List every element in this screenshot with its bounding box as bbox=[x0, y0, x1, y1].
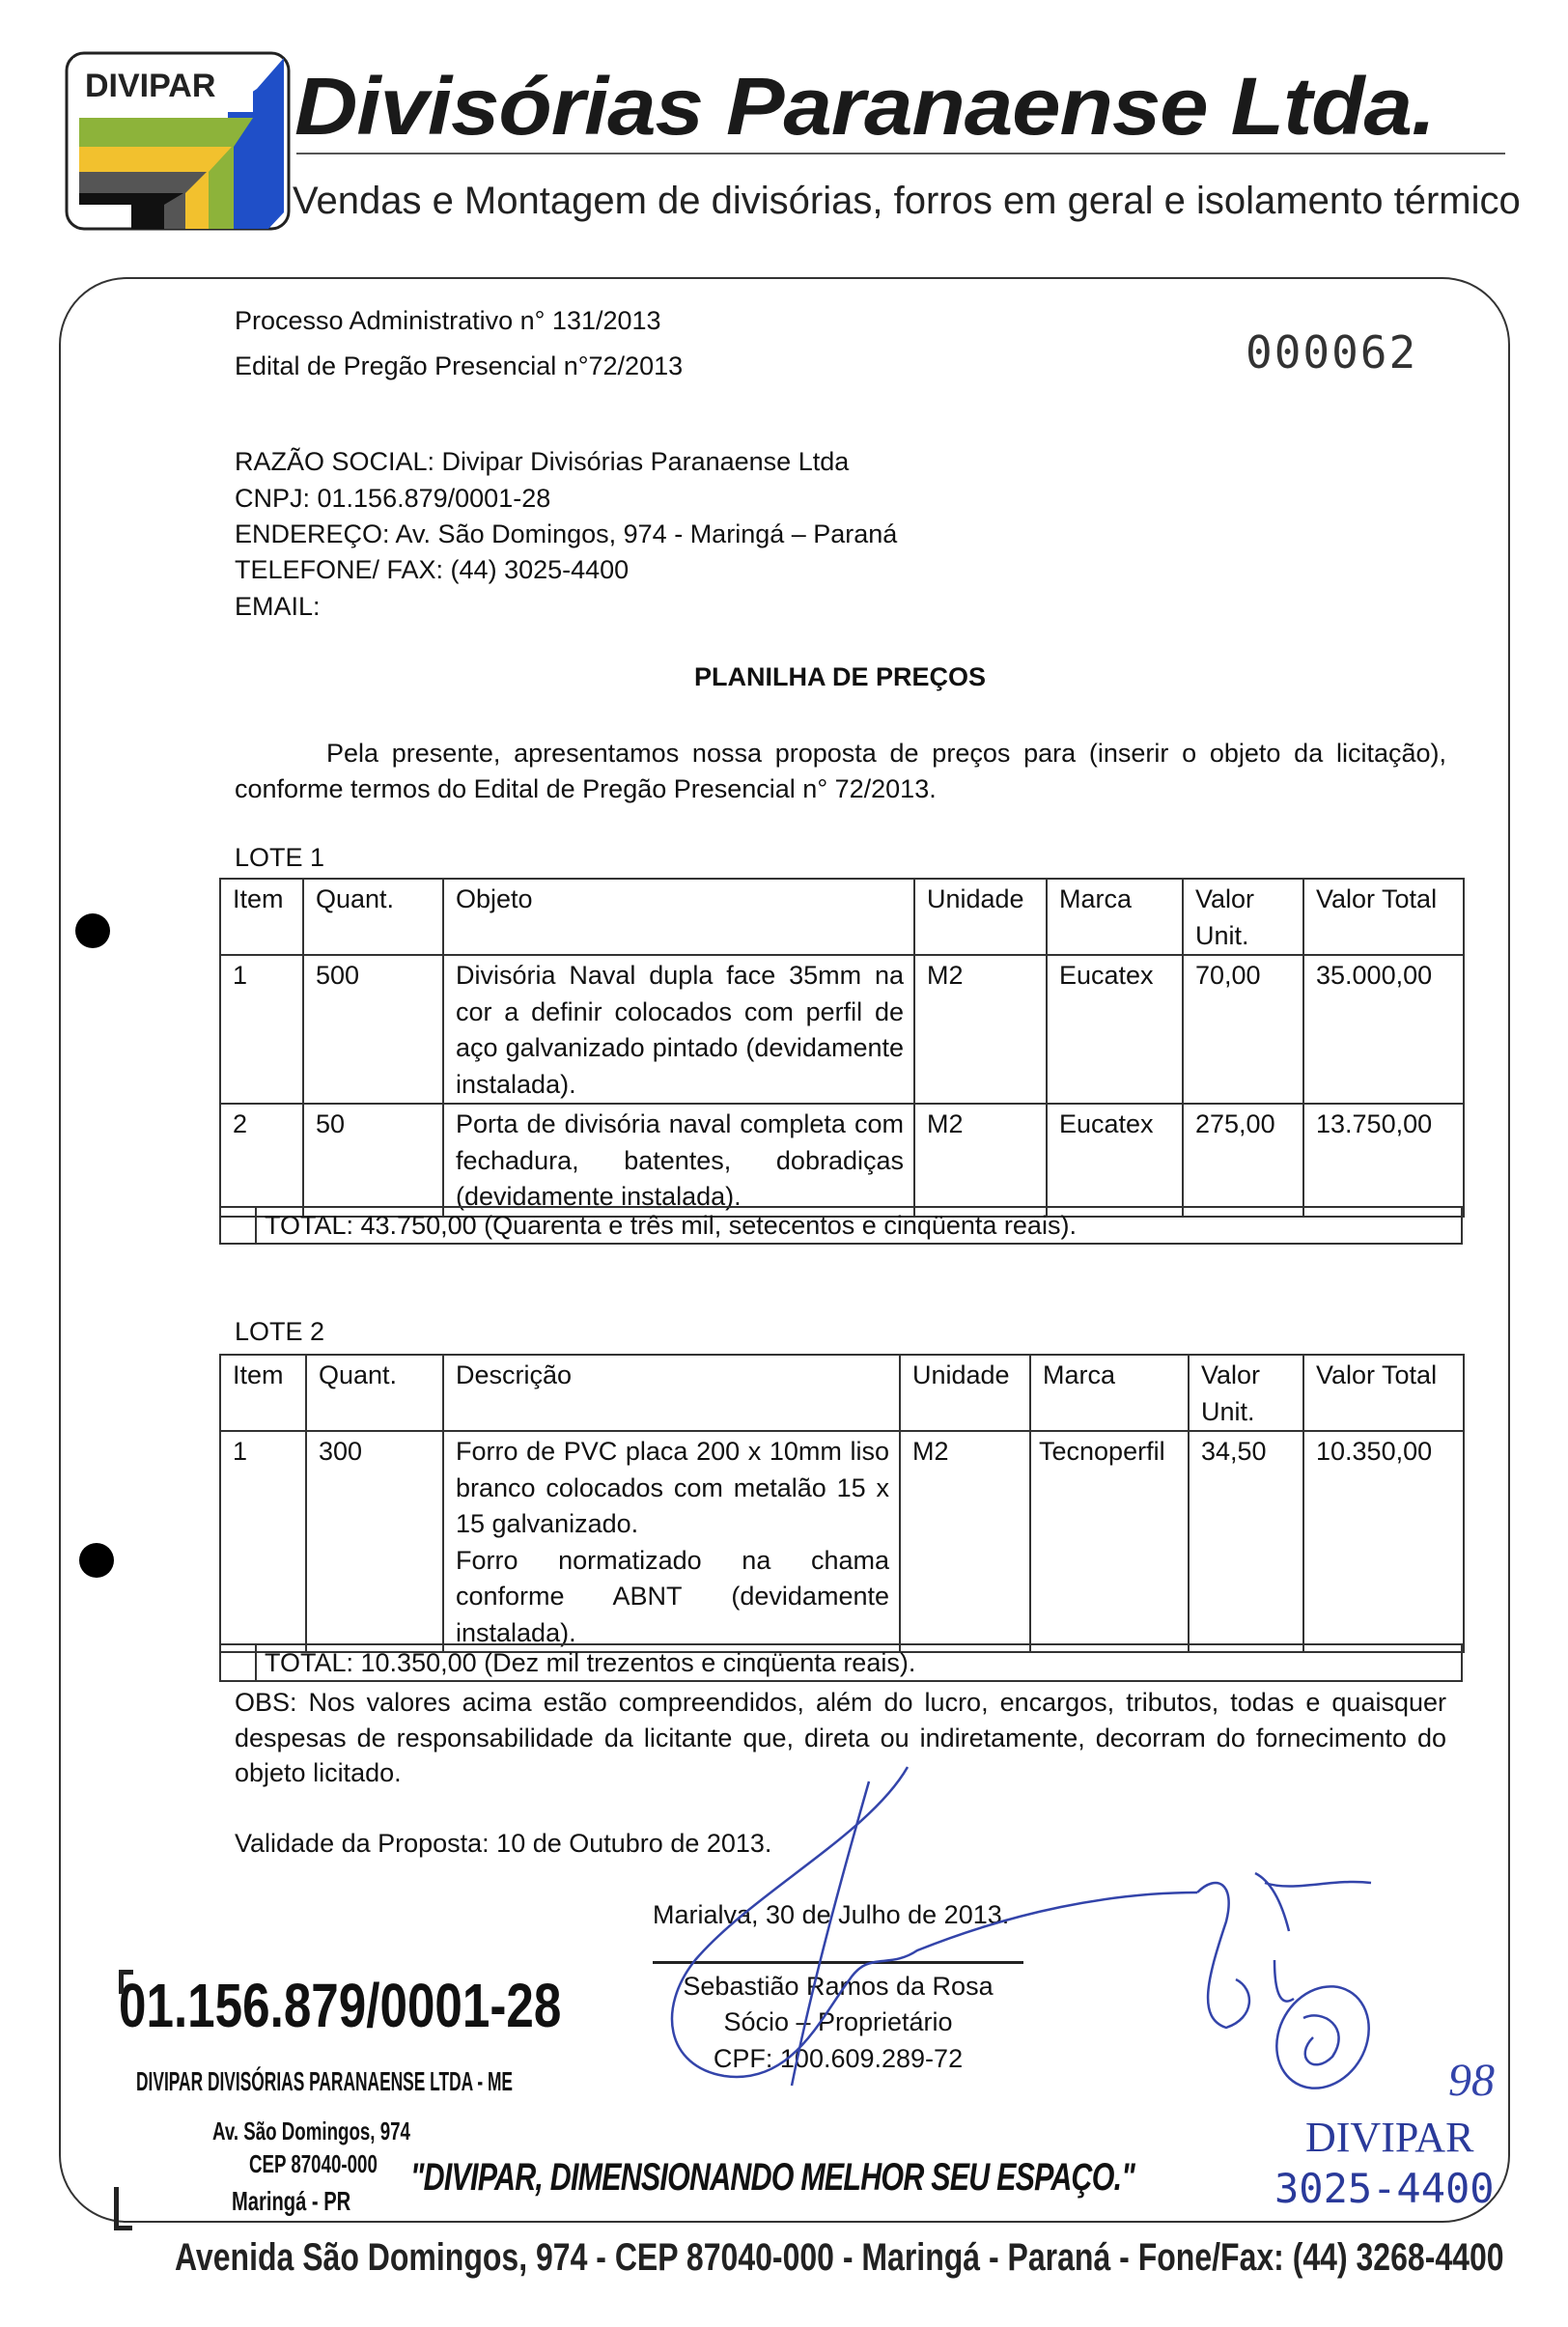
header-cell: Valor Total bbox=[1303, 1355, 1464, 1431]
cnpj: CNPJ: 01.156.879/0001-28 bbox=[235, 484, 551, 513]
table-row bbox=[220, 1104, 1464, 1217]
objeto-cell: Divisória Naval dupla face 35mm na cor a definir colocados com perfil de aço galvanizado pintado (devidamente instalada). bbox=[443, 955, 914, 1104]
stamp-city: Maringá - PR bbox=[232, 2186, 351, 2216]
handwritten-page-number: 98 bbox=[1448, 2055, 1495, 2106]
punch-hole bbox=[79, 1543, 114, 1578]
endereco: ENDEREÇO: Av. São Domingos, 974 - Maringá – Paraná bbox=[235, 519, 898, 548]
lote2-total-row bbox=[219, 1643, 1463, 1682]
header-cell: Item bbox=[220, 879, 303, 955]
header-cell: Unidade bbox=[914, 879, 1047, 955]
header-cell: Valor Unit. bbox=[1189, 1355, 1303, 1431]
unidade-cell: M2 bbox=[914, 1104, 1047, 1217]
blank-cell bbox=[220, 1207, 256, 1244]
intro-paragraph bbox=[235, 736, 1446, 807]
validade: Validade da Proposta: 10 de Outubro de 2013. bbox=[235, 1829, 772, 1858]
lote2-table bbox=[219, 1354, 1465, 1653]
descricao-line: Forro normatizado na chama conforme ABNT (devidamente instalada). bbox=[456, 1545, 889, 1647]
company-subtitle: Vendas e Montagem de divisórias, forros em geral e isolamento térmico bbox=[293, 180, 1521, 222]
quant-cell: 500 bbox=[303, 955, 443, 1104]
header-divider bbox=[296, 153, 1505, 154]
item-cell: 1 bbox=[220, 1431, 306, 1652]
objeto-cell: Porta de divisória naval completa com fechadura, batentes, dobradiças (devidamente instalada). bbox=[443, 1104, 914, 1217]
table-row bbox=[220, 955, 1464, 1104]
punch-hole bbox=[75, 913, 110, 948]
descricao-cell bbox=[443, 1431, 900, 1652]
marca-cell: Tecnoperfil bbox=[1030, 1431, 1189, 1652]
header-cell: Quant. bbox=[306, 1355, 443, 1431]
item-cell: 2 bbox=[220, 1104, 303, 1217]
intro-text: Pela presente, apresentamos nossa proposta de preços para (inserir o objeto da licitação), conforme termos do Edital de Pregão Presencial n° 72/2013. bbox=[235, 739, 1446, 803]
marca-cell: Eucatex bbox=[1047, 1104, 1183, 1217]
valor-unit-cell: 70,00 bbox=[1183, 955, 1303, 1104]
header-cell: Unidade bbox=[900, 1355, 1030, 1431]
lote2-label: LOTE 2 bbox=[235, 1317, 325, 1346]
signer-role: Sócio – Proprietário bbox=[723, 2007, 953, 2036]
header-cell: Objeto bbox=[443, 879, 914, 955]
blue-stamp-phone: 3025-4400 bbox=[1274, 2165, 1495, 2212]
divipar-logo bbox=[64, 50, 295, 234]
blank-cell bbox=[220, 1644, 256, 1681]
valor-total-cell: 10.350,00 bbox=[1303, 1431, 1464, 1652]
company-title: Divisórias Paranaense Ltda. bbox=[294, 61, 1435, 152]
footer-address: Avenida São Domingos, 974 - CEP 87040-000 - Maringá - Paraná - Fone/Fax: (44) 3268-4400 bbox=[175, 2236, 1504, 2279]
signature-line bbox=[653, 1961, 1023, 1964]
table-row bbox=[220, 1431, 1464, 1652]
telefone: TELEFONE/ FAX: (44) 3025-4400 bbox=[235, 555, 630, 584]
unidade-cell: M2 bbox=[914, 955, 1047, 1104]
razao-social: RAZÃO SOCIAL: Divipar Divisórias Paranaense Ltda bbox=[235, 447, 850, 476]
stamp-address: Av. São Domingos, 974 bbox=[212, 2117, 410, 2145]
stamp-bracket bbox=[119, 1970, 133, 1994]
header-cell: Marca bbox=[1030, 1355, 1189, 1431]
header-cell: Marca bbox=[1047, 879, 1183, 955]
header-cell: Valor Unit. bbox=[1183, 879, 1303, 955]
quant-cell: 300 bbox=[306, 1431, 443, 1652]
item-cell: 1 bbox=[220, 955, 303, 1104]
section-heading: PLANILHA DE PREÇOS bbox=[693, 662, 987, 691]
blue-stamp-name: DIVIPAR bbox=[1305, 2114, 1474, 2161]
processo-number: Processo Administrativo n° 131/2013 bbox=[235, 306, 661, 335]
signer-cpf: CPF: 100.609.289-72 bbox=[713, 2044, 964, 2073]
descricao-line: Forro de PVC placa 200 x 10mm liso branco colocados com metalão 15 x 15 galvanizado. bbox=[456, 1437, 889, 1538]
page-stamp-number: 000062 bbox=[1246, 326, 1418, 378]
valor-total-cell: 13.750,00 bbox=[1303, 1104, 1464, 1217]
unidade-cell: M2 bbox=[900, 1431, 1030, 1652]
place-date: Marialva, 30 de Julho de 2013. bbox=[653, 1900, 1010, 1929]
edital-number: Edital de Pregão Presencial n°72/2013 bbox=[235, 351, 684, 380]
lote1-table bbox=[219, 878, 1465, 1218]
marca-cell: Eucatex bbox=[1047, 955, 1183, 1104]
email: EMAIL: bbox=[235, 592, 321, 621]
quant-cell: 50 bbox=[303, 1104, 443, 1217]
obs-paragraph: OBS: Nos valores acima estão compreendidos, além do lucro, encargos, tributos, todas e quaisquer despesas de responsabilidade da licitante que, direta ou indiretamente, decorram do fornecimento do objeto licitado. bbox=[235, 1688, 1446, 1787]
header-cell: Item bbox=[220, 1355, 306, 1431]
header-cell: Descrição bbox=[443, 1355, 900, 1431]
stamp-bracket bbox=[114, 2187, 132, 2230]
valor-total-cell: 35.000,00 bbox=[1303, 955, 1464, 1104]
header-cell: Valor Total bbox=[1303, 879, 1464, 955]
total-cell: TOTAL: 10.350,00 (Dez mil trezentos e cinqüenta reais). bbox=[256, 1644, 1462, 1681]
stamp-cep: CEP 87040-000 bbox=[249, 2149, 378, 2178]
lote1-total-row bbox=[219, 1206, 1463, 1245]
valor-unit-cell: 34,50 bbox=[1189, 1431, 1303, 1652]
table-header-row bbox=[220, 879, 1464, 955]
signer-name: Sebastião Ramos da Rosa bbox=[683, 1972, 994, 2001]
lote1-label: LOTE 1 bbox=[235, 843, 325, 872]
total-cell: TOTAL: 43.750,00 (Quarenta e três mil, setecentos e cinqüenta reais). bbox=[256, 1207, 1462, 1244]
valor-unit-cell: 275,00 bbox=[1183, 1104, 1303, 1217]
table-header-row bbox=[220, 1355, 1464, 1431]
slogan: "DIVIPAR, DIMENSIONANDO MELHOR SEU ESPAÇO." bbox=[410, 2156, 1135, 2199]
stamp-company-name: DIVIPAR DIVISÓRIAS PARANAENSE LTDA - ME bbox=[136, 2066, 513, 2096]
header-cell: Quant. bbox=[303, 879, 443, 955]
logo-text: DIVIPAR bbox=[85, 68, 216, 104]
stamp-cnpj: 01.156.879/0001-28 bbox=[119, 1971, 562, 2040]
